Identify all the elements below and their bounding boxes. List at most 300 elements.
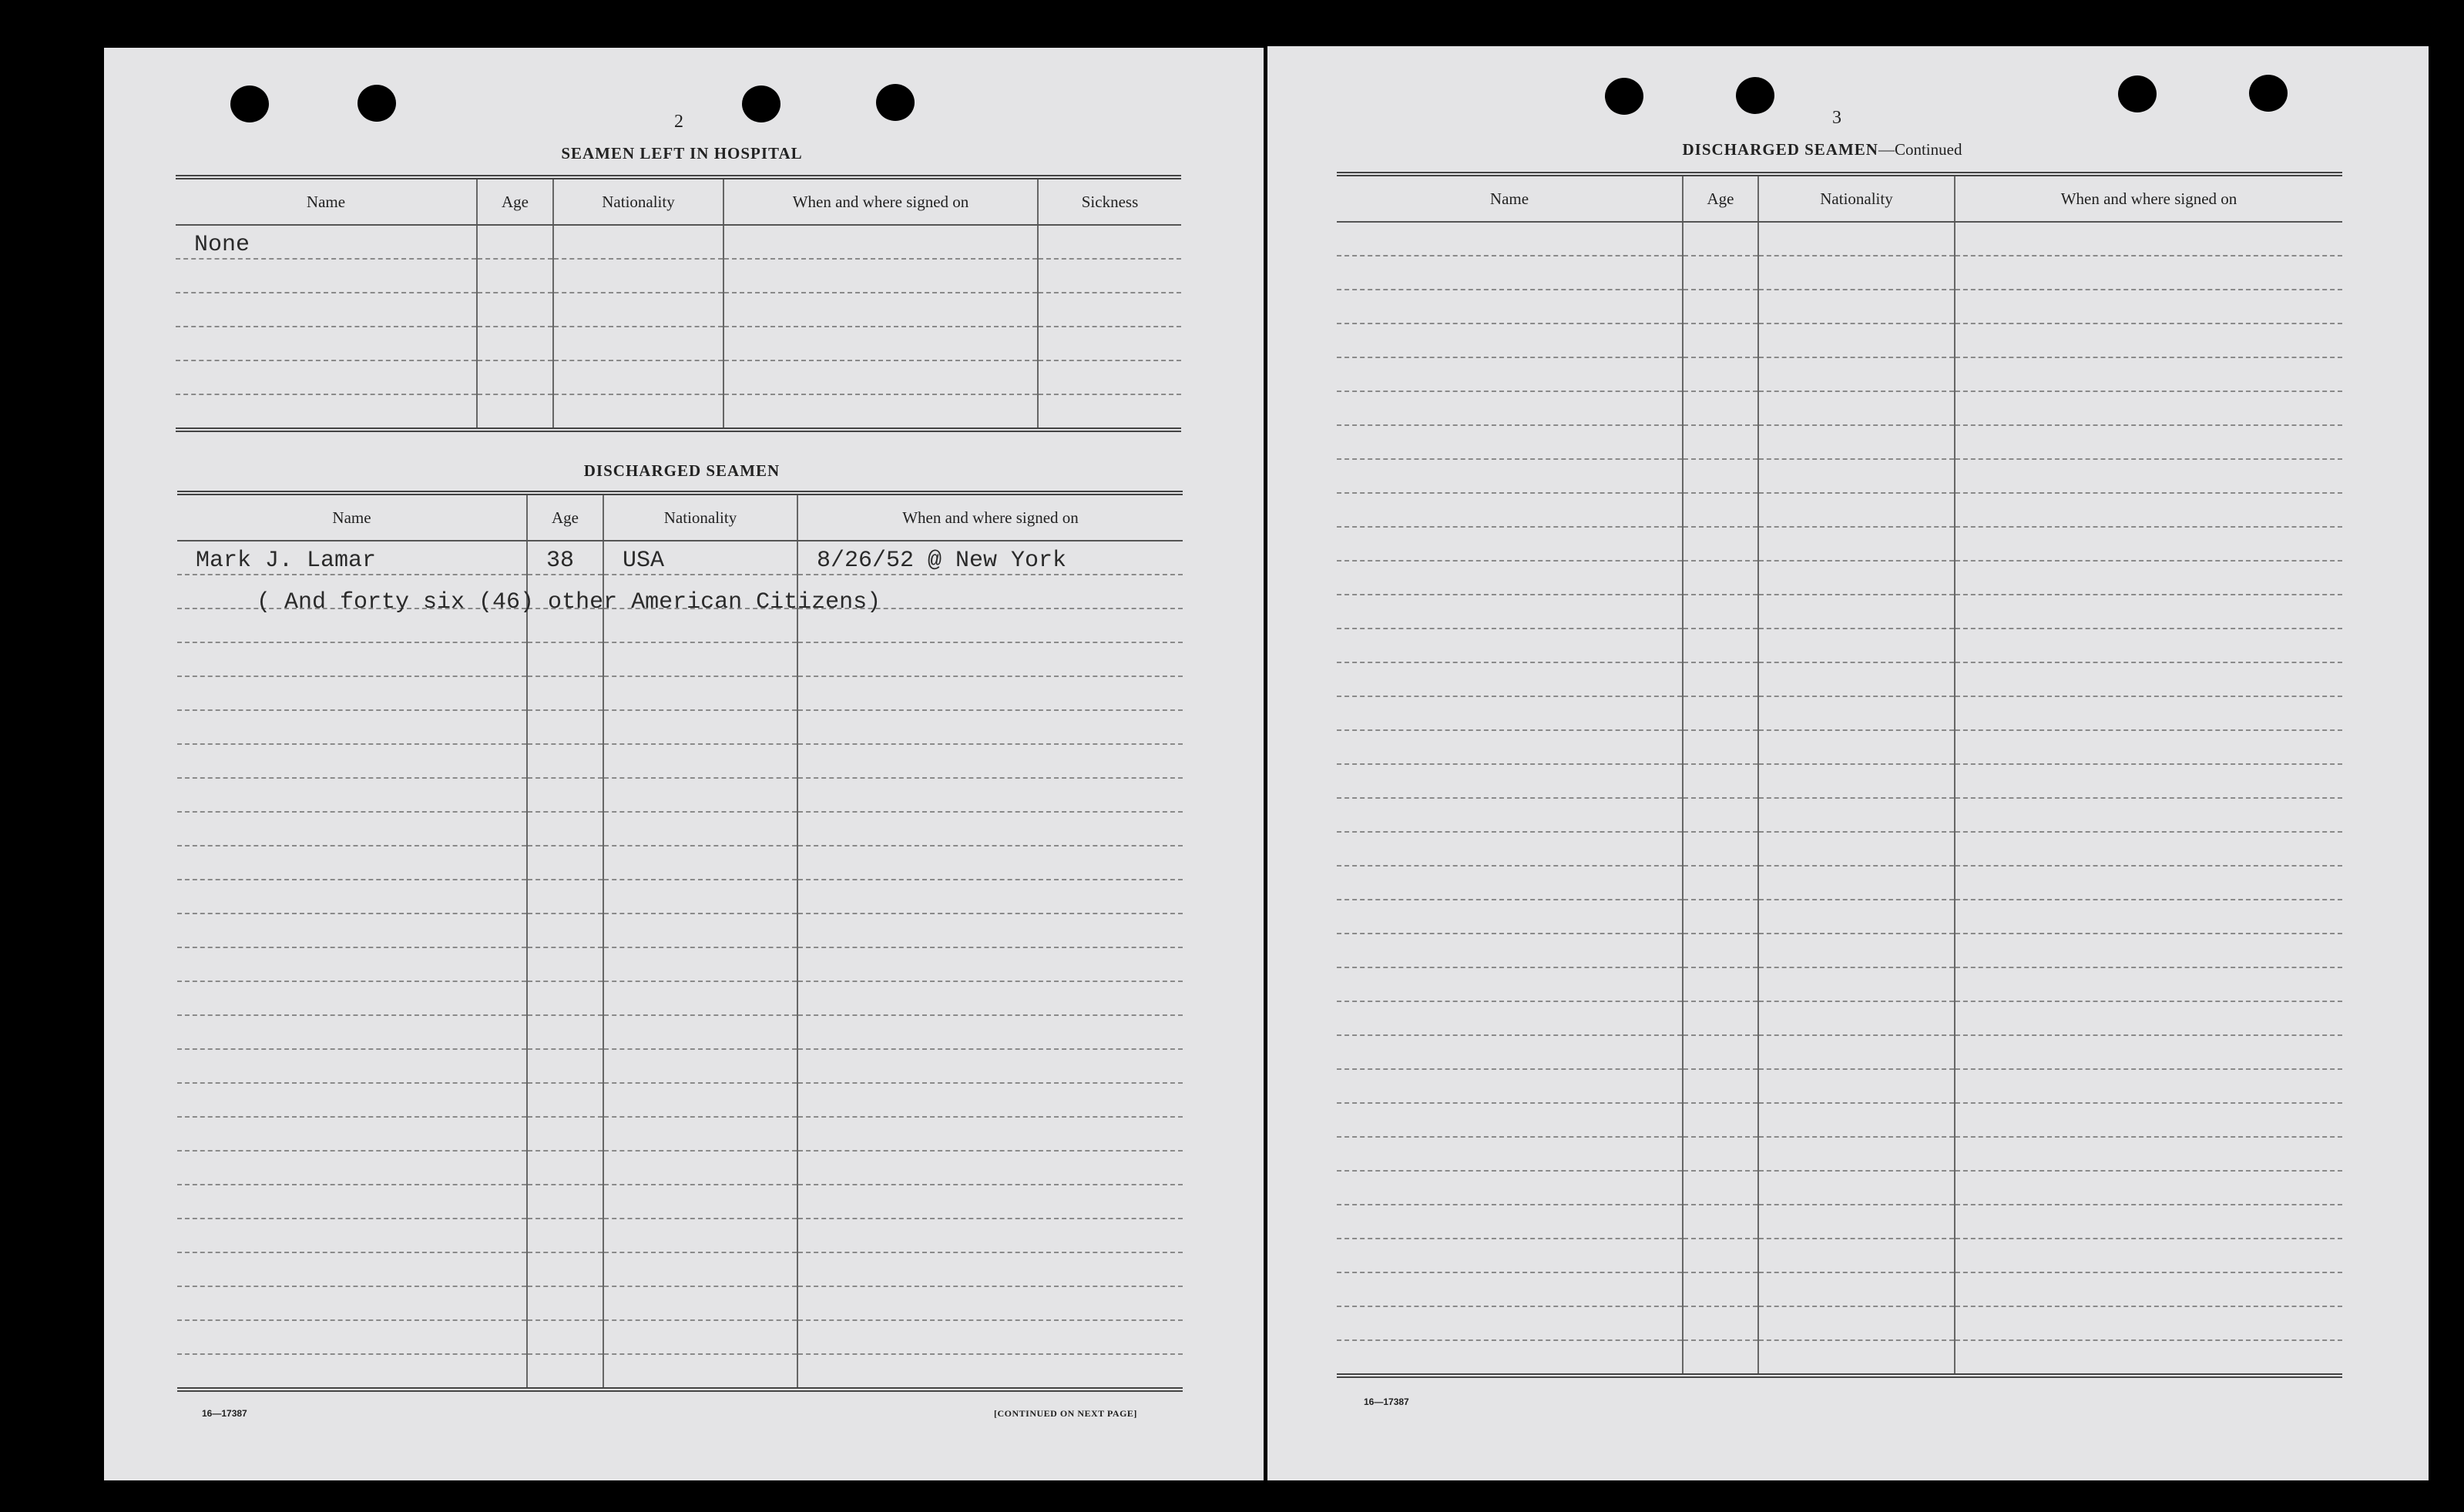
table-cell — [1337, 764, 1683, 798]
table-cell — [1955, 290, 2342, 324]
table-row — [177, 846, 1183, 880]
discharged-table — [177, 491, 1183, 1392]
table-cell — [477, 327, 553, 360]
table-row — [177, 1354, 1183, 1390]
table-row — [1337, 967, 2342, 1001]
table-row — [1337, 595, 2342, 629]
table-cell — [527, 778, 603, 812]
table-cell — [1038, 394, 1181, 430]
table-row — [1337, 629, 2342, 662]
table-cell — [177, 1286, 527, 1320]
table-cell — [1683, 1103, 1758, 1137]
table-cell: None — [176, 225, 477, 259]
table-cell — [1038, 293, 1181, 327]
table-cell — [797, 812, 1183, 846]
table-cell — [723, 225, 1038, 259]
page-number: 2 — [674, 112, 683, 132]
table-cell — [1337, 391, 1683, 425]
table-cell — [1758, 1069, 1955, 1103]
table-cell — [1955, 1001, 2342, 1035]
table-cell — [1683, 1306, 1758, 1340]
table-cell — [177, 947, 527, 981]
column-header: When and where signed on — [797, 493, 1183, 541]
table-cell — [177, 744, 527, 778]
table-cell — [1683, 459, 1758, 493]
table-row — [177, 778, 1183, 812]
table-cell — [1683, 662, 1758, 696]
table-cell — [477, 360, 553, 394]
table-cell — [177, 981, 527, 1015]
table-cell — [1038, 327, 1181, 360]
table-cell — [1758, 493, 1955, 527]
table-row — [177, 744, 1183, 778]
table-row — [177, 880, 1183, 914]
table-cell — [603, 914, 797, 947]
table-cell — [1955, 798, 2342, 832]
table-row — [177, 642, 1183, 676]
table-cell — [1337, 527, 1683, 561]
table-cell — [477, 293, 553, 327]
table-cell — [1955, 391, 2342, 425]
table-cell — [1337, 967, 1683, 1001]
punch-hole — [1605, 78, 1643, 115]
table-cell — [1758, 832, 1955, 866]
table-cell — [1038, 225, 1181, 259]
table-cell — [527, 1151, 603, 1185]
table-cell — [797, 981, 1183, 1015]
table-row — [1337, 1205, 2342, 1239]
table-cell — [177, 846, 527, 880]
table-cell — [1337, 900, 1683, 934]
table-row — [177, 1151, 1183, 1185]
table-cell — [177, 1219, 527, 1252]
table-cell — [1758, 1340, 1955, 1376]
table-cell: 8/26/52 @ New York — [797, 541, 1183, 575]
table-cell — [1955, 764, 2342, 798]
column-header: When and where signed on — [723, 177, 1038, 225]
table-cell — [1683, 1171, 1758, 1205]
table-row — [1337, 324, 2342, 357]
table-cell — [177, 1354, 527, 1390]
table-cell — [1955, 1171, 2342, 1205]
table-cell — [797, 880, 1183, 914]
right-page — [1267, 46, 2429, 1480]
table-cell — [1955, 1069, 2342, 1103]
table-cell — [1337, 1035, 1683, 1069]
table-cell — [1337, 696, 1683, 730]
table-cell — [1337, 1306, 1683, 1340]
table-row — [177, 1117, 1183, 1151]
table-cell — [553, 360, 723, 394]
table-cell — [797, 947, 1183, 981]
table-cell — [603, 710, 797, 744]
table-cell — [1683, 730, 1758, 764]
table-cell — [1683, 425, 1758, 459]
table-cell — [1758, 764, 1955, 798]
table-row — [1337, 900, 2342, 934]
table-row — [1337, 290, 2342, 324]
table-cell — [527, 1117, 603, 1151]
table-cell — [177, 1015, 527, 1049]
table-cell — [1683, 1069, 1758, 1103]
table-cell — [1337, 256, 1683, 290]
table-row — [1337, 1103, 2342, 1137]
table-cell — [177, 880, 527, 914]
form-number: 16—17387 — [1364, 1396, 1409, 1407]
column-header: Nationality — [553, 177, 723, 225]
table-row — [1337, 934, 2342, 967]
table-cell — [1758, 900, 1955, 934]
table-cell — [177, 1151, 527, 1185]
table-cell — [177, 914, 527, 947]
table-cell — [477, 259, 553, 293]
table-row — [176, 360, 1181, 394]
table-row — [1337, 1035, 2342, 1069]
table-cell — [1758, 696, 1955, 730]
table-row — [177, 1049, 1183, 1083]
table-cell — [797, 1151, 1183, 1185]
table-cell — [723, 293, 1038, 327]
table-cell — [553, 394, 723, 430]
table-row — [1337, 1306, 2342, 1340]
table-cell — [177, 1252, 527, 1286]
table-cell — [797, 1185, 1183, 1219]
column-header: Age — [1683, 174, 1758, 222]
table-row — [1337, 391, 2342, 425]
table-cell — [527, 1286, 603, 1320]
table-cell — [1758, 934, 1955, 967]
table-cell — [1758, 1103, 1955, 1137]
table-cell — [1337, 1340, 1683, 1376]
table-cell — [1758, 425, 1955, 459]
table-cell — [177, 1083, 527, 1117]
table-cell — [1337, 1171, 1683, 1205]
table-cell — [1683, 1137, 1758, 1171]
table-cell — [1683, 1239, 1758, 1272]
table-cell — [1758, 357, 1955, 391]
table-cell — [177, 1320, 527, 1354]
table-cell — [527, 744, 603, 778]
table-cell — [1683, 527, 1758, 561]
table-cell — [477, 394, 553, 430]
table-row — [176, 293, 1181, 327]
table-cell — [1038, 259, 1181, 293]
table-cell — [1758, 1137, 1955, 1171]
table-row — [177, 1185, 1183, 1219]
table-row — [177, 1219, 1183, 1252]
table-cell — [1337, 866, 1683, 900]
table-cell — [1683, 357, 1758, 391]
table-cell — [1758, 798, 1955, 832]
table-cell — [603, 981, 797, 1015]
table-cell — [603, 1286, 797, 1320]
table-cell — [527, 642, 603, 676]
table-cell — [1337, 561, 1683, 595]
table-cell — [1683, 256, 1758, 290]
table-cell — [177, 1049, 527, 1083]
table-cell — [176, 293, 477, 327]
table-cell — [1337, 357, 1683, 391]
table-cell — [1337, 1272, 1683, 1306]
table-cell — [1955, 493, 2342, 527]
table-cell — [603, 676, 797, 710]
table-cell — [1955, 832, 2342, 866]
table-cell — [1955, 662, 2342, 696]
table-cell — [797, 914, 1183, 947]
punch-hole — [876, 84, 915, 121]
table-cell — [1758, 1171, 1955, 1205]
table-cell — [1337, 1205, 1683, 1239]
table-cell — [1758, 256, 1955, 290]
table-cell — [603, 1219, 797, 1252]
table-row — [1337, 696, 2342, 730]
table-row — [176, 225, 1181, 259]
table-cell — [1337, 1103, 1683, 1137]
table-row — [1337, 425, 2342, 459]
discharged-section-title: DISCHARGED SEAMEN — [583, 461, 780, 480]
left-page — [104, 48, 1264, 1480]
table-cell — [1758, 527, 1955, 561]
table-row — [1337, 1340, 2342, 1376]
table-row — [1337, 527, 2342, 561]
table-cell — [797, 1286, 1183, 1320]
table-row — [177, 541, 1183, 575]
table-cell — [603, 1049, 797, 1083]
table-cell — [1758, 967, 1955, 1001]
table-cell — [1955, 1035, 2342, 1069]
table-cell — [797, 1252, 1183, 1286]
table-cell — [1337, 290, 1683, 324]
table-cell — [1683, 696, 1758, 730]
table-cell — [1337, 459, 1683, 493]
table-row — [1337, 493, 2342, 527]
table-cell — [1955, 900, 2342, 934]
table-cell — [1683, 1272, 1758, 1306]
table-cell: USA — [603, 541, 797, 575]
table-cell — [527, 947, 603, 981]
table-cell — [1683, 561, 1758, 595]
discharged-continued-title — [1553, 140, 2092, 159]
table-cell — [527, 981, 603, 1015]
table-cell — [603, 812, 797, 846]
table-cell — [1337, 832, 1683, 866]
table-cell — [1758, 222, 1955, 256]
table-cell — [527, 1049, 603, 1083]
table-row — [1337, 1272, 2342, 1306]
table-cell — [1955, 696, 2342, 730]
table-cell — [1337, 798, 1683, 832]
table-cell — [1758, 290, 1955, 324]
table-cell — [527, 846, 603, 880]
column-header: Name — [176, 177, 477, 225]
table-cell — [553, 259, 723, 293]
table-cell — [603, 1117, 797, 1151]
table-cell — [797, 744, 1183, 778]
table-cell — [797, 1320, 1183, 1354]
table-cell — [723, 394, 1038, 430]
table-cell — [1758, 730, 1955, 764]
table-cell: 38 — [527, 541, 603, 575]
punch-hole — [1736, 77, 1774, 114]
table-cell — [1955, 527, 2342, 561]
table-cell — [1683, 595, 1758, 629]
table-cell — [1758, 561, 1955, 595]
table-row — [177, 1286, 1183, 1320]
table-row — [1337, 1137, 2342, 1171]
table-row — [1337, 222, 2342, 256]
table-cell — [527, 1354, 603, 1390]
table-cell — [527, 1320, 603, 1354]
table-cell — [177, 676, 527, 710]
table-cell — [723, 327, 1038, 360]
table-cell — [1758, 629, 1955, 662]
table-cell — [1758, 1272, 1955, 1306]
column-header: Age — [477, 177, 553, 225]
table-cell — [1955, 730, 2342, 764]
table-cell — [797, 1015, 1183, 1049]
table-cell — [1683, 798, 1758, 832]
table-cell — [527, 710, 603, 744]
table-cell — [1337, 730, 1683, 764]
table-cell — [1683, 934, 1758, 967]
table-cell — [603, 1083, 797, 1117]
table-cell — [1758, 595, 1955, 629]
table-row — [177, 710, 1183, 744]
table-cell — [1337, 493, 1683, 527]
page-number: 3 — [1832, 108, 1841, 128]
table-cell — [1955, 357, 2342, 391]
table-cell — [1683, 1001, 1758, 1035]
table-cell — [176, 394, 477, 430]
table-cell — [1955, 934, 2342, 967]
hospital-table — [176, 175, 1181, 432]
table-cell — [177, 778, 527, 812]
column-header: Name — [1337, 174, 1683, 222]
table-row — [1337, 764, 2342, 798]
column-header: Nationality — [603, 493, 797, 541]
table-cell — [1683, 290, 1758, 324]
table-cell — [1758, 459, 1955, 493]
table-row — [176, 394, 1181, 430]
table-row — [176, 327, 1181, 360]
table-cell — [603, 1015, 797, 1049]
hospital-section-title: SEAMEN LEFT IN HOSPITAL — [561, 144, 803, 163]
column-header: When and where signed on — [1955, 174, 2342, 222]
table-cell — [1337, 1069, 1683, 1103]
table-cell — [1955, 425, 2342, 459]
punch-hole — [2249, 75, 2288, 112]
table-cell — [1683, 324, 1758, 357]
table-cell — [603, 1151, 797, 1185]
table-cell — [527, 1185, 603, 1219]
table-cell — [797, 676, 1183, 710]
table-cell — [527, 1083, 603, 1117]
table-cell — [1955, 1239, 2342, 1272]
table-row — [1337, 357, 2342, 391]
table-cell — [553, 327, 723, 360]
table-row — [177, 981, 1183, 1015]
table-cell — [176, 259, 477, 293]
table-cell — [553, 225, 723, 259]
table-row — [1337, 1239, 2342, 1272]
table-cell — [1337, 595, 1683, 629]
table-cell — [1337, 1239, 1683, 1272]
continued-note: [CONTINUED ON NEXT PAGE] — [994, 1408, 1137, 1419]
table-cell — [1337, 629, 1683, 662]
table-cell — [723, 259, 1038, 293]
table-cell — [603, 1320, 797, 1354]
column-header: Nationality — [1758, 174, 1955, 222]
table-cell — [1337, 934, 1683, 967]
table-cell — [1683, 222, 1758, 256]
table-cell — [527, 1015, 603, 1049]
table-cell — [1337, 662, 1683, 696]
table-row — [177, 1252, 1183, 1286]
table-cell — [1955, 222, 2342, 256]
table-cell — [1038, 360, 1181, 394]
table-row — [1337, 662, 2342, 696]
table-cell — [797, 1117, 1183, 1151]
table-cell — [527, 1219, 603, 1252]
table-cell — [527, 914, 603, 947]
table-cell — [1955, 459, 2342, 493]
table-row — [1337, 1069, 2342, 1103]
table-cell — [527, 676, 603, 710]
table-cell — [1683, 629, 1758, 662]
table-cell — [603, 947, 797, 981]
discharged-continued-title-main: DISCHARGED SEAMEN — [1682, 140, 1878, 159]
table-cell — [1758, 866, 1955, 900]
table-cell — [1337, 324, 1683, 357]
table-cell — [603, 846, 797, 880]
table-cell — [1955, 1137, 2342, 1171]
table-cell — [553, 293, 723, 327]
table-cell — [176, 360, 477, 394]
table-cell — [1683, 866, 1758, 900]
table-cell — [1955, 1340, 2342, 1376]
table-cell — [1758, 324, 1955, 357]
table-row — [176, 259, 1181, 293]
table-row — [177, 676, 1183, 710]
table-cell — [1955, 595, 2342, 629]
punch-hole — [742, 85, 780, 122]
punch-hole — [2118, 75, 2157, 112]
table-cell — [723, 360, 1038, 394]
table-cell — [603, 744, 797, 778]
table-cell — [1758, 1239, 1955, 1272]
table-cell — [1337, 1001, 1683, 1035]
table-cell — [177, 1117, 527, 1151]
table-row — [1337, 1171, 2342, 1205]
table-cell — [603, 1252, 797, 1286]
table-cell — [797, 710, 1183, 744]
table-cell — [1758, 391, 1955, 425]
table-cell — [1955, 866, 2342, 900]
column-header: Name — [177, 493, 527, 541]
table-cell — [1955, 256, 2342, 290]
table-cell — [1758, 1306, 1955, 1340]
table-cell — [1683, 493, 1758, 527]
table-row — [1337, 730, 2342, 764]
table-row — [177, 812, 1183, 846]
table-row — [1337, 798, 2342, 832]
table-cell — [1758, 1001, 1955, 1035]
table-cell — [603, 1185, 797, 1219]
table-row — [177, 1320, 1183, 1354]
table-row — [1337, 832, 2342, 866]
table-cell — [1955, 1205, 2342, 1239]
table-cell — [603, 778, 797, 812]
